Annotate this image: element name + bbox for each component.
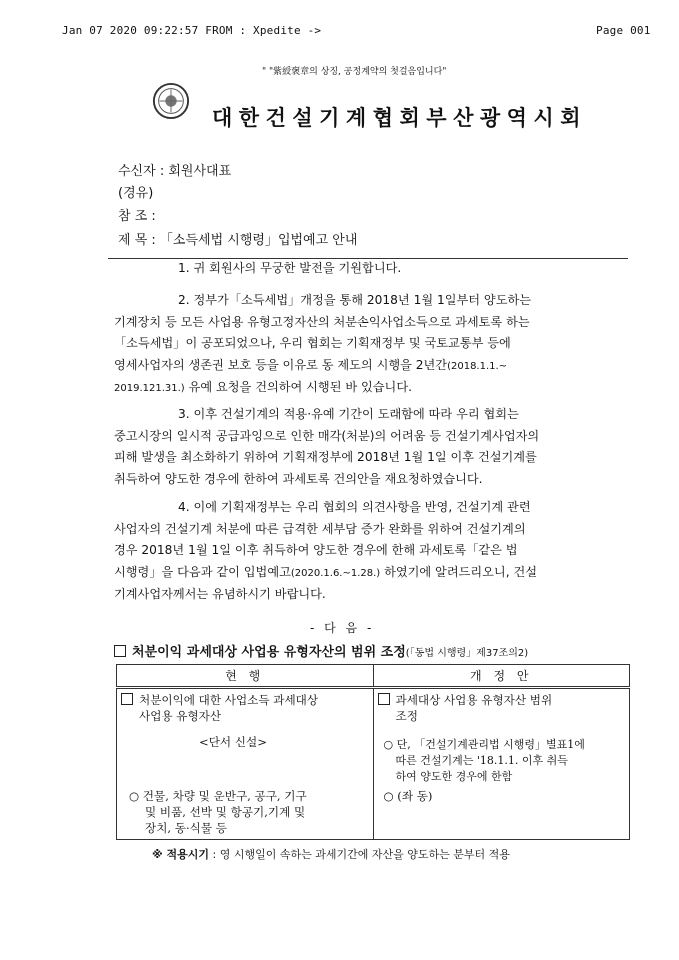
current-item2b: 및 비품, 선박 및 항공기,기계 및 — [145, 805, 306, 819]
paragraph-line: 2. 정부가「소득세법」개정을 통해 2018년 1월 1일부터 양도하는 — [178, 293, 532, 307]
reference-line: 참 조 : — [118, 209, 156, 224]
paragraph-text: 하였기에 알려드리오니, 건설 — [380, 564, 537, 579]
checkbox-icon — [121, 693, 133, 705]
paragraph-text: 시행령」을 다음과 같이 입법예고 — [114, 564, 291, 579]
paragraph-line: 1. 귀 회원사의 무궁한 발전을 기원합니다. — [178, 261, 402, 275]
current-item2a: ○ 건물, 차량 및 운반구, 공구, 기구 — [129, 789, 307, 803]
proposed-prov-b: 따른 건설기계는 '18.1.1. 이후 취득 — [395, 754, 568, 767]
paragraph-3 — [114, 404, 632, 490]
section-ref: (「동법 시행령」제37조의2) — [405, 648, 529, 659]
comparison-table — [116, 664, 630, 840]
note-text: : 영 시행일이 속하는 과세기간에 자산을 양도하는 분부터 적용 — [209, 848, 510, 861]
paragraph-line: 취득하여 양도한 경우에 한하여 과세토록 건의안을 재요청하였습니다. — [114, 471, 483, 486]
paragraph-line: 사업자의 건설기계 처분에 따른 급격한 세부담 증가 완화를 위하여 건설기계의 — [114, 521, 526, 536]
paragraph-line: 4. 이에 기획재정부는 우리 협회의 의견사항을 반영, 건설기계 관련 — [178, 500, 531, 514]
table-header-row — [117, 665, 630, 688]
period-text: (2020.1.6.~1.28.) — [290, 567, 381, 579]
proposed-item1b: 조정 — [395, 709, 418, 723]
application-note — [152, 846, 510, 862]
paragraph-line — [114, 377, 632, 400]
proposed-item1 — [378, 693, 553, 708]
paragraph-line: 「소득세법」이 공포되었으나, 우리 협회는 기획재정부 및 국토교통부 등에 — [114, 336, 511, 350]
current-item2c: 장치, 동·식물 등 — [145, 821, 227, 835]
paragraph-line: 3. 이후 건설기계의 적용·유예 기간이 도래함에 따라 우리 협회는 — [178, 407, 519, 421]
paragraph-4 — [114, 497, 632, 606]
paragraph-line: 경우 2018년 1월 1일 이후 취득하여 양도한 경우에 한해 과세토록「같은 법 — [114, 543, 518, 557]
paragraph-line: 피해 발생을 최소화하기 위하여 기획재정부에 2018년 1월 1일 이후 건설기계를 — [114, 450, 537, 464]
checkbox-icon — [114, 645, 126, 657]
section-heading — [114, 641, 528, 660]
recipient-value: 회원사대표 — [168, 164, 232, 179]
recipient-line: 수신자 : 회원사대표 — [118, 164, 232, 179]
paragraph-line: 기계장치 등 모든 사업용 유형고정자산의 처분손익사업소득으로 과세토록 하는 — [114, 314, 530, 329]
table-row — [117, 688, 630, 840]
proposed-same: ○ (좌 동) — [383, 789, 433, 803]
current-newly: <단서 신설> — [199, 735, 267, 749]
current-item1 — [121, 693, 318, 708]
paragraph-line — [114, 355, 632, 378]
reference-label: 참 조 — [118, 209, 148, 224]
current-cell — [117, 688, 374, 840]
period-text: (2018.1.1.~ — [447, 360, 508, 372]
proposed-prov-a: ○ 단, 「건설기계관리법 시행령」별표1에 — [383, 738, 585, 751]
slogan: " "紫綬褒章의 상징, 공정계약의 첫걸음입니다" — [262, 67, 447, 77]
paragraph-line: 중고시장의 일시적 공급과잉으로 인한 매각(처분)의 어려움 등 건설기계사업자의 — [114, 428, 540, 443]
attachment-title: - 다 음 - — [310, 621, 375, 635]
paragraph-2 — [114, 290, 632, 400]
current-item1b: 사업용 유형자산 — [139, 709, 222, 723]
note-label: ※ 적용시기 — [152, 848, 210, 861]
subject-label: 제 목 — [118, 233, 148, 248]
association-seal-icon — [152, 82, 190, 120]
paragraph-1 — [114, 258, 632, 280]
paragraph-line — [114, 562, 632, 585]
proposed-prov-c: 하여 양도한 경우에 한함 — [395, 770, 513, 783]
subject-line: 제 목 : 「소득세법 시행령」입법예고 안내 — [118, 233, 358, 248]
paragraph-line: 기계사업자께서는 유념하시기 바랍니다. — [114, 587, 326, 601]
paragraph-text: 영세사업자의 생존권 보호 등을 이유로 동 제도의 시행을 2년간 — [114, 357, 448, 372]
section-title: 처분이익 과세대상 사업용 유형자산의 범위 조정 — [132, 645, 406, 660]
current-item1-text: 처분이익에 대한 사업소득 과세대상 — [139, 693, 319, 707]
proposed-cell — [373, 688, 630, 840]
period-text: 2019.121.31.) — [114, 383, 185, 394]
recipient-label: 수신자 — [118, 164, 156, 179]
subject-value: 「소득세법 시행령」입법예고 안내 — [159, 233, 358, 248]
header-current: 현 행 — [117, 665, 374, 688]
fax-header-page: Page 001 — [596, 24, 651, 37]
header-proposed: 개 정 안 — [373, 665, 630, 688]
proposed-item1-text: 과세대상 사업용 유형자산 범위 — [395, 693, 553, 707]
paragraph-text: 유예 요청을 건의하여 시행된 바 있습니다. — [188, 380, 412, 394]
checkbox-icon — [378, 693, 390, 705]
via-line: (경유) — [118, 186, 154, 201]
fax-header-left: Jan 07 2020 09:22:57 FROM : Xpedite -> — [62, 24, 322, 37]
organization-name: 대한건설기계협회부산광역시회 — [212, 106, 588, 130]
